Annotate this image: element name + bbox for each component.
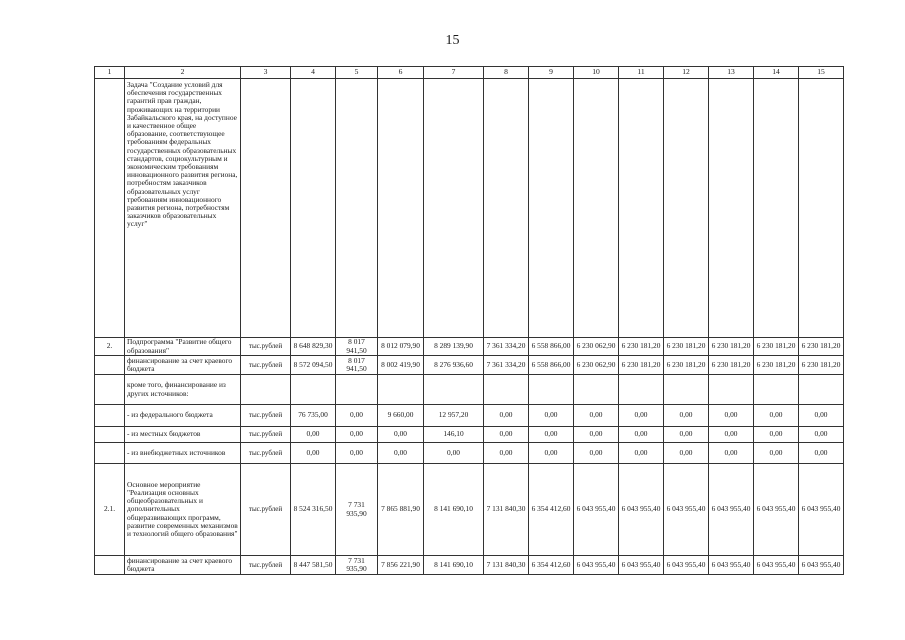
value-cell: 6 230 181,20 — [754, 356, 799, 375]
value-cell: 8 141 690,10 — [424, 556, 484, 575]
value-cell: 8 524 316,50 — [291, 464, 336, 556]
value-cell: 0,00 — [754, 443, 799, 464]
value-cell: 8 017 941,50 — [336, 356, 378, 375]
header-cell: 6 — [378, 67, 424, 79]
value-cell: 0,00 — [709, 405, 754, 427]
value-cell: 0,00 — [336, 443, 378, 464]
empty-cell — [664, 79, 709, 338]
value-cell: 0,00 — [754, 405, 799, 427]
value-cell — [529, 375, 574, 405]
empty-cell — [378, 79, 424, 338]
value-cell: 0,00 — [664, 405, 709, 427]
value-cell: 6 043 955,40 — [799, 464, 844, 556]
value-cell: 7 361 334,20 — [484, 356, 529, 375]
table-row — [95, 338, 844, 356]
empty-cell — [484, 79, 529, 338]
value-cell: 0,00 — [378, 443, 424, 464]
value-cell — [619, 375, 664, 405]
value-cell — [484, 375, 529, 405]
value-cell: 6 354 412,60 — [529, 464, 574, 556]
value-cell: 8 648 829,30 — [291, 338, 336, 356]
value-cell: 0,00 — [336, 405, 378, 427]
value-cell — [378, 375, 424, 405]
row-description: Подпрограмма "Развитие общего образования" — [125, 338, 241, 356]
value-cell: 6 043 955,40 — [664, 464, 709, 556]
empty-cell — [574, 79, 619, 338]
value-cell: 6 558 866,00 — [529, 356, 574, 375]
value-cell: 7 731 935,90 — [336, 556, 378, 575]
value-cell — [291, 375, 336, 405]
row-number: 2. — [95, 338, 125, 356]
value-cell: 0,00 — [619, 427, 664, 443]
page-number: 15 — [445, 33, 460, 48]
value-cell: 6 043 955,40 — [709, 464, 754, 556]
row-description: финансирование за счет краевого бюджета — [125, 356, 241, 375]
row-number — [95, 375, 125, 405]
row-unit: тыс.рублей — [241, 443, 291, 464]
value-cell: 0,00 — [709, 427, 754, 443]
header-row — [95, 67, 844, 79]
row-unit: тыс.рублей — [241, 427, 291, 443]
header-cell: 12 — [664, 67, 709, 79]
value-cell: 6 043 955,40 — [709, 556, 754, 575]
value-cell: 8 017 941,50 — [336, 338, 378, 356]
empty-cell — [619, 79, 664, 338]
value-cell: 6 230 062,90 — [574, 338, 619, 356]
row-unit: тыс.рублей — [241, 405, 291, 427]
value-cell: 7 865 881,90 — [378, 464, 424, 556]
row-description: Задача "Создание условий для обеспечения государственных гарантий прав граждан, проживающих на территории Забайкальского края, на доступное и качественное общее образование, соответствующее требованиям федеральных государственных образовательных стандартов, социокультурным и экономическим требованиям инновационного развития региона, потребностям заказчиков образовательных услуг требованиям инновационного развития региона, потребностям заказчиков образовательных услуг" — [125, 79, 241, 338]
empty-cell — [799, 79, 844, 338]
header-cell: 11 — [619, 67, 664, 79]
value-cell: 6 230 181,20 — [799, 338, 844, 356]
value-cell: 7 856 221,90 — [378, 556, 424, 575]
table-row — [95, 356, 844, 375]
value-cell: 0,00 — [291, 443, 336, 464]
empty-cell — [424, 79, 484, 338]
header-cell: 7 — [424, 67, 484, 79]
table-row — [95, 375, 844, 405]
value-cell: 8 289 139,90 — [424, 338, 484, 356]
value-cell: 0,00 — [574, 443, 619, 464]
value-cell: 6 230 181,20 — [664, 338, 709, 356]
value-cell: 7 131 840,30 — [484, 556, 529, 575]
row-unit: тыс.рублей — [241, 464, 291, 556]
value-cell: 7 361 334,20 — [484, 338, 529, 356]
row-unit: тыс.рублей — [241, 338, 291, 356]
row-description: кроме того, финансирование из других источников: — [125, 375, 241, 405]
value-cell — [754, 375, 799, 405]
value-cell: 0,00 — [619, 405, 664, 427]
row-description: Основное мероприятие "Реализация основных общеобразовательных и дополнительных общеразвивающих программ, развитие современных механизмов и технологий общего образования" — [125, 464, 241, 556]
value-cell: 8 572 094,50 — [291, 356, 336, 375]
data-table — [94, 66, 844, 575]
value-cell: 6 043 955,40 — [664, 556, 709, 575]
row-number — [95, 356, 125, 375]
row-number — [95, 79, 125, 338]
header-cell: 15 — [799, 67, 844, 79]
value-cell: 0,00 — [484, 427, 529, 443]
row-number — [95, 443, 125, 464]
value-cell: 6 230 181,20 — [664, 356, 709, 375]
value-cell: 9 660,00 — [378, 405, 424, 427]
value-cell: 0,00 — [664, 443, 709, 464]
empty-cell — [709, 79, 754, 338]
value-cell: 6 230 062,90 — [574, 356, 619, 375]
table-row — [95, 405, 844, 427]
value-cell: 0,00 — [619, 443, 664, 464]
value-cell: 7 131 840,30 — [484, 464, 529, 556]
value-cell: 0,00 — [574, 427, 619, 443]
header-cell: 10 — [574, 67, 619, 79]
value-cell — [664, 375, 709, 405]
row-unit — [241, 375, 291, 405]
value-cell: 8 447 581,50 — [291, 556, 336, 575]
value-cell — [336, 375, 378, 405]
value-cell: 0,00 — [336, 427, 378, 443]
header-cell: 3 — [241, 67, 291, 79]
value-cell — [799, 375, 844, 405]
table-row — [95, 556, 844, 575]
value-cell: 6 043 955,40 — [754, 556, 799, 575]
value-cell: 0,00 — [709, 443, 754, 464]
value-cell: 0,00 — [484, 443, 529, 464]
header-cell: 4 — [291, 67, 336, 79]
value-cell: 6 230 181,20 — [709, 338, 754, 356]
value-cell: 12 957,20 — [424, 405, 484, 427]
value-cell: 0,00 — [799, 427, 844, 443]
row-number — [95, 405, 125, 427]
value-cell: 6 043 955,40 — [754, 464, 799, 556]
value-cell: 0,00 — [799, 405, 844, 427]
row-unit: тыс.рублей — [241, 556, 291, 575]
value-cell: 6 354 412,60 — [529, 556, 574, 575]
empty-cell — [291, 79, 336, 338]
row-description: финансирование за счет краевого бюджета — [125, 556, 241, 575]
header-cell: 1 — [95, 67, 125, 79]
value-cell: 0,00 — [664, 427, 709, 443]
value-cell: 0,00 — [378, 427, 424, 443]
row-number — [95, 556, 125, 575]
value-cell: 0,00 — [424, 443, 484, 464]
row-number: 2.1. — [95, 464, 125, 556]
value-cell: 0,00 — [291, 427, 336, 443]
header-cell: 5 — [336, 67, 378, 79]
header-cell: 14 — [754, 67, 799, 79]
value-cell — [574, 375, 619, 405]
value-cell: 6 230 181,20 — [799, 356, 844, 375]
value-cell: 6 043 955,40 — [574, 464, 619, 556]
value-cell: 146,10 — [424, 427, 484, 443]
row-description: - из внебюджетных источников — [125, 443, 241, 464]
table-row — [95, 443, 844, 464]
header-cell: 8 — [484, 67, 529, 79]
value-cell: 7 731 935,90 — [336, 464, 378, 556]
value-cell: 0,00 — [529, 405, 574, 427]
value-cell: 6 230 181,20 — [619, 356, 664, 375]
value-cell — [424, 375, 484, 405]
value-cell: 0,00 — [484, 405, 529, 427]
value-cell: 6 043 955,40 — [619, 464, 664, 556]
header-cell: 13 — [709, 67, 754, 79]
table-row — [95, 464, 844, 556]
value-cell: 0,00 — [529, 443, 574, 464]
value-cell: 6 230 181,20 — [754, 338, 799, 356]
row-description: - из местных бюджетов — [125, 427, 241, 443]
empty-cell — [336, 79, 378, 338]
value-cell: 6 043 955,40 — [574, 556, 619, 575]
table-row — [95, 427, 844, 443]
value-cell: 8 141 690,10 — [424, 464, 484, 556]
row-number — [95, 427, 125, 443]
empty-cell — [241, 79, 291, 338]
value-cell: 6 043 955,40 — [799, 556, 844, 575]
row-unit: тыс.рублей — [241, 356, 291, 375]
value-cell: 0,00 — [529, 427, 574, 443]
value-cell: 0,00 — [799, 443, 844, 464]
empty-cell — [529, 79, 574, 338]
header-cell: 9 — [529, 67, 574, 79]
value-cell: 0,00 — [574, 405, 619, 427]
empty-cell — [754, 79, 799, 338]
value-cell: 6 558 866,00 — [529, 338, 574, 356]
value-cell: 6 043 955,40 — [619, 556, 664, 575]
value-cell: 76 735,00 — [291, 405, 336, 427]
value-cell: 8 012 079,90 — [378, 338, 424, 356]
table-row-task — [95, 79, 844, 338]
header-cell: 2 — [125, 67, 241, 79]
value-cell: 6 230 181,20 — [709, 356, 754, 375]
value-cell — [709, 375, 754, 405]
value-cell: 0,00 — [754, 427, 799, 443]
row-description: - из федерального бюджета — [125, 405, 241, 427]
value-cell: 8 276 936,60 — [424, 356, 484, 375]
value-cell: 6 230 181,20 — [619, 338, 664, 356]
value-cell: 8 002 419,90 — [378, 356, 424, 375]
